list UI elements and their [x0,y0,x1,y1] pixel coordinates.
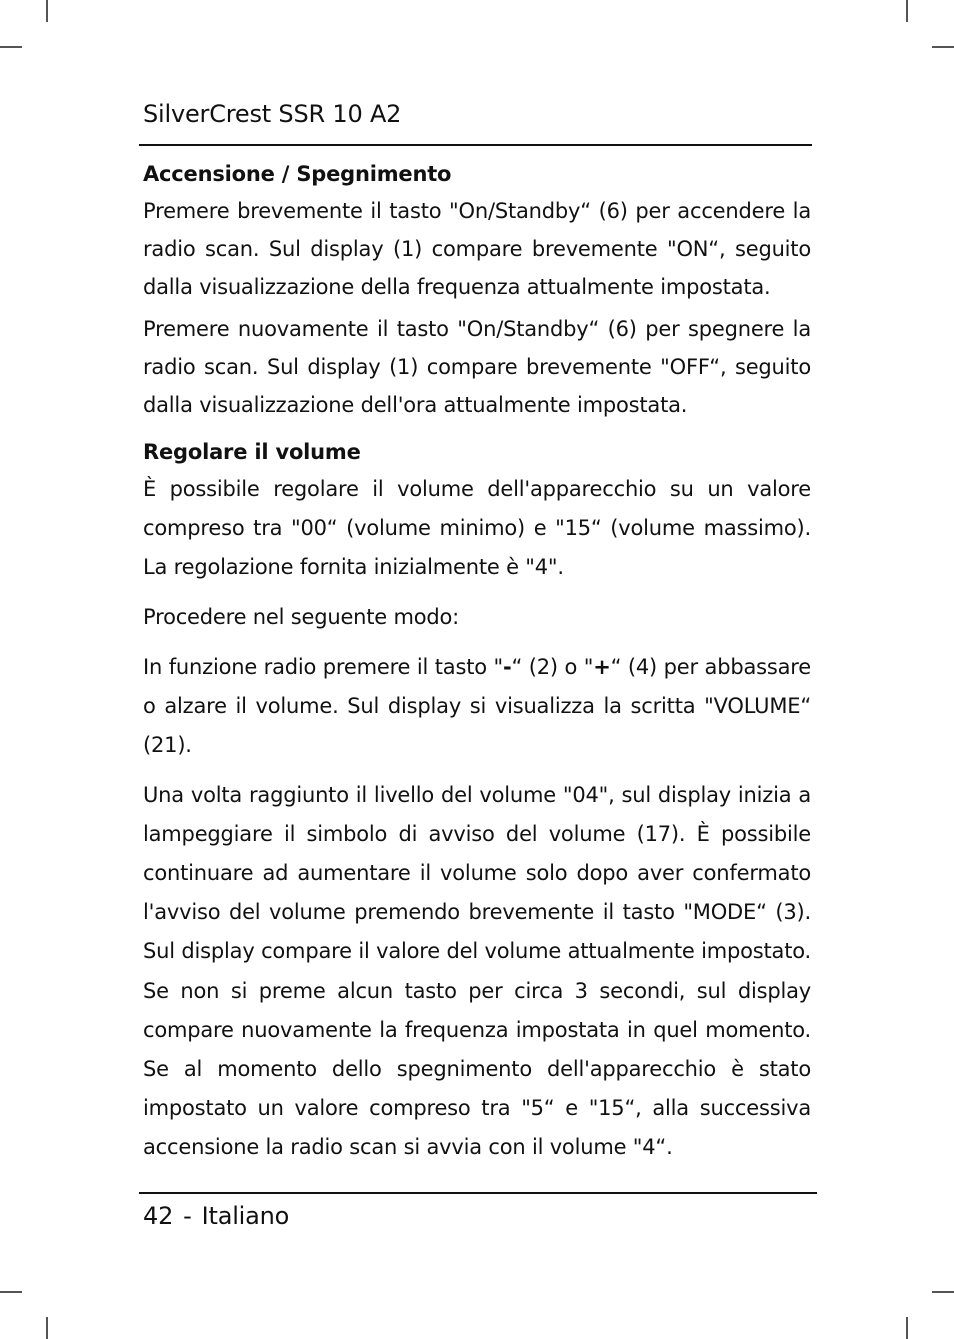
text-span: “ (2) o " [511,654,594,679]
page-number: 42 [143,1202,174,1230]
section-heading-volume: Regolare il volume [143,440,361,464]
text-span: In funzione radio premere il tasto " [143,654,503,679]
minus-key-label: - [502,654,512,679]
footer-language: Italiano [201,1202,290,1230]
crop-mark [932,1291,954,1293]
crop-mark [0,1291,22,1293]
page-footer [143,1202,289,1230]
crop-mark [46,1317,48,1339]
text-span: “ (4) per abbassare o alzare il volume. Sul display si visualizza la scritta "VOLUME“ (21). [143,654,811,757]
footer-separator: - [183,1202,192,1230]
page-header: SilverCrest SSR 10 A2 [143,100,402,128]
crop-mark [0,46,22,48]
paragraph: Una volta raggiunto il livello del volume "04", sul display inizia a lampeggiare il simbolo di avviso del volume (17). È possibile continuare ad aumentare il volume solo dopo aver confermato l'avviso del volume premendo brevemente il tasto "MODE“ (3). Sul display compare il valore del volume attualmente impostato. Se non si preme alcun tasto per circa 3 secondi, sul display compare nuovamente la frequenza impostata in quel momento. Se al momento dello spegnimento dell'apparecchio è stato impostato un valore compreso tra "5“ e "15“, alla successiva accensione la radio scan si avvia con il volume "4“. [143,782,811,1160]
crop-mark [906,1317,908,1339]
paragraph [143,648,811,765]
page-content [143,156,811,1168]
section-heading-power: Accensione / Spegnimento [143,162,452,186]
paragraph: Premere nuovamente il tasto "On/Standby“ (6) per spegnere la radio scan. Sul display (1) compare brevemente "OFF“, seguito dalla visualizzazione dell'ora attualmente impostata. [143,317,811,417]
header-rule [139,144,812,146]
paragraph: Premere brevemente il tasto "On/Standby“ (6) per accendere la radio scan. Sul display (1) compare brevemente "ON“, seguito dalla visualizzazione della frequenza attualmente impostata. [143,199,811,299]
paragraph: Procedere nel seguente modo: [143,605,460,629]
paragraph: È possibile regolare il volume dell'apparecchio su un valore compreso tra "00“ (volume minimo) e "15“ (volume massimo). La regolazione fornita inizialmente è "4". [143,477,811,579]
plus-key-label: + [593,654,611,679]
crop-mark [906,0,908,22]
crop-mark [46,0,48,22]
crop-mark [932,46,954,48]
footer-rule [139,1192,817,1194]
